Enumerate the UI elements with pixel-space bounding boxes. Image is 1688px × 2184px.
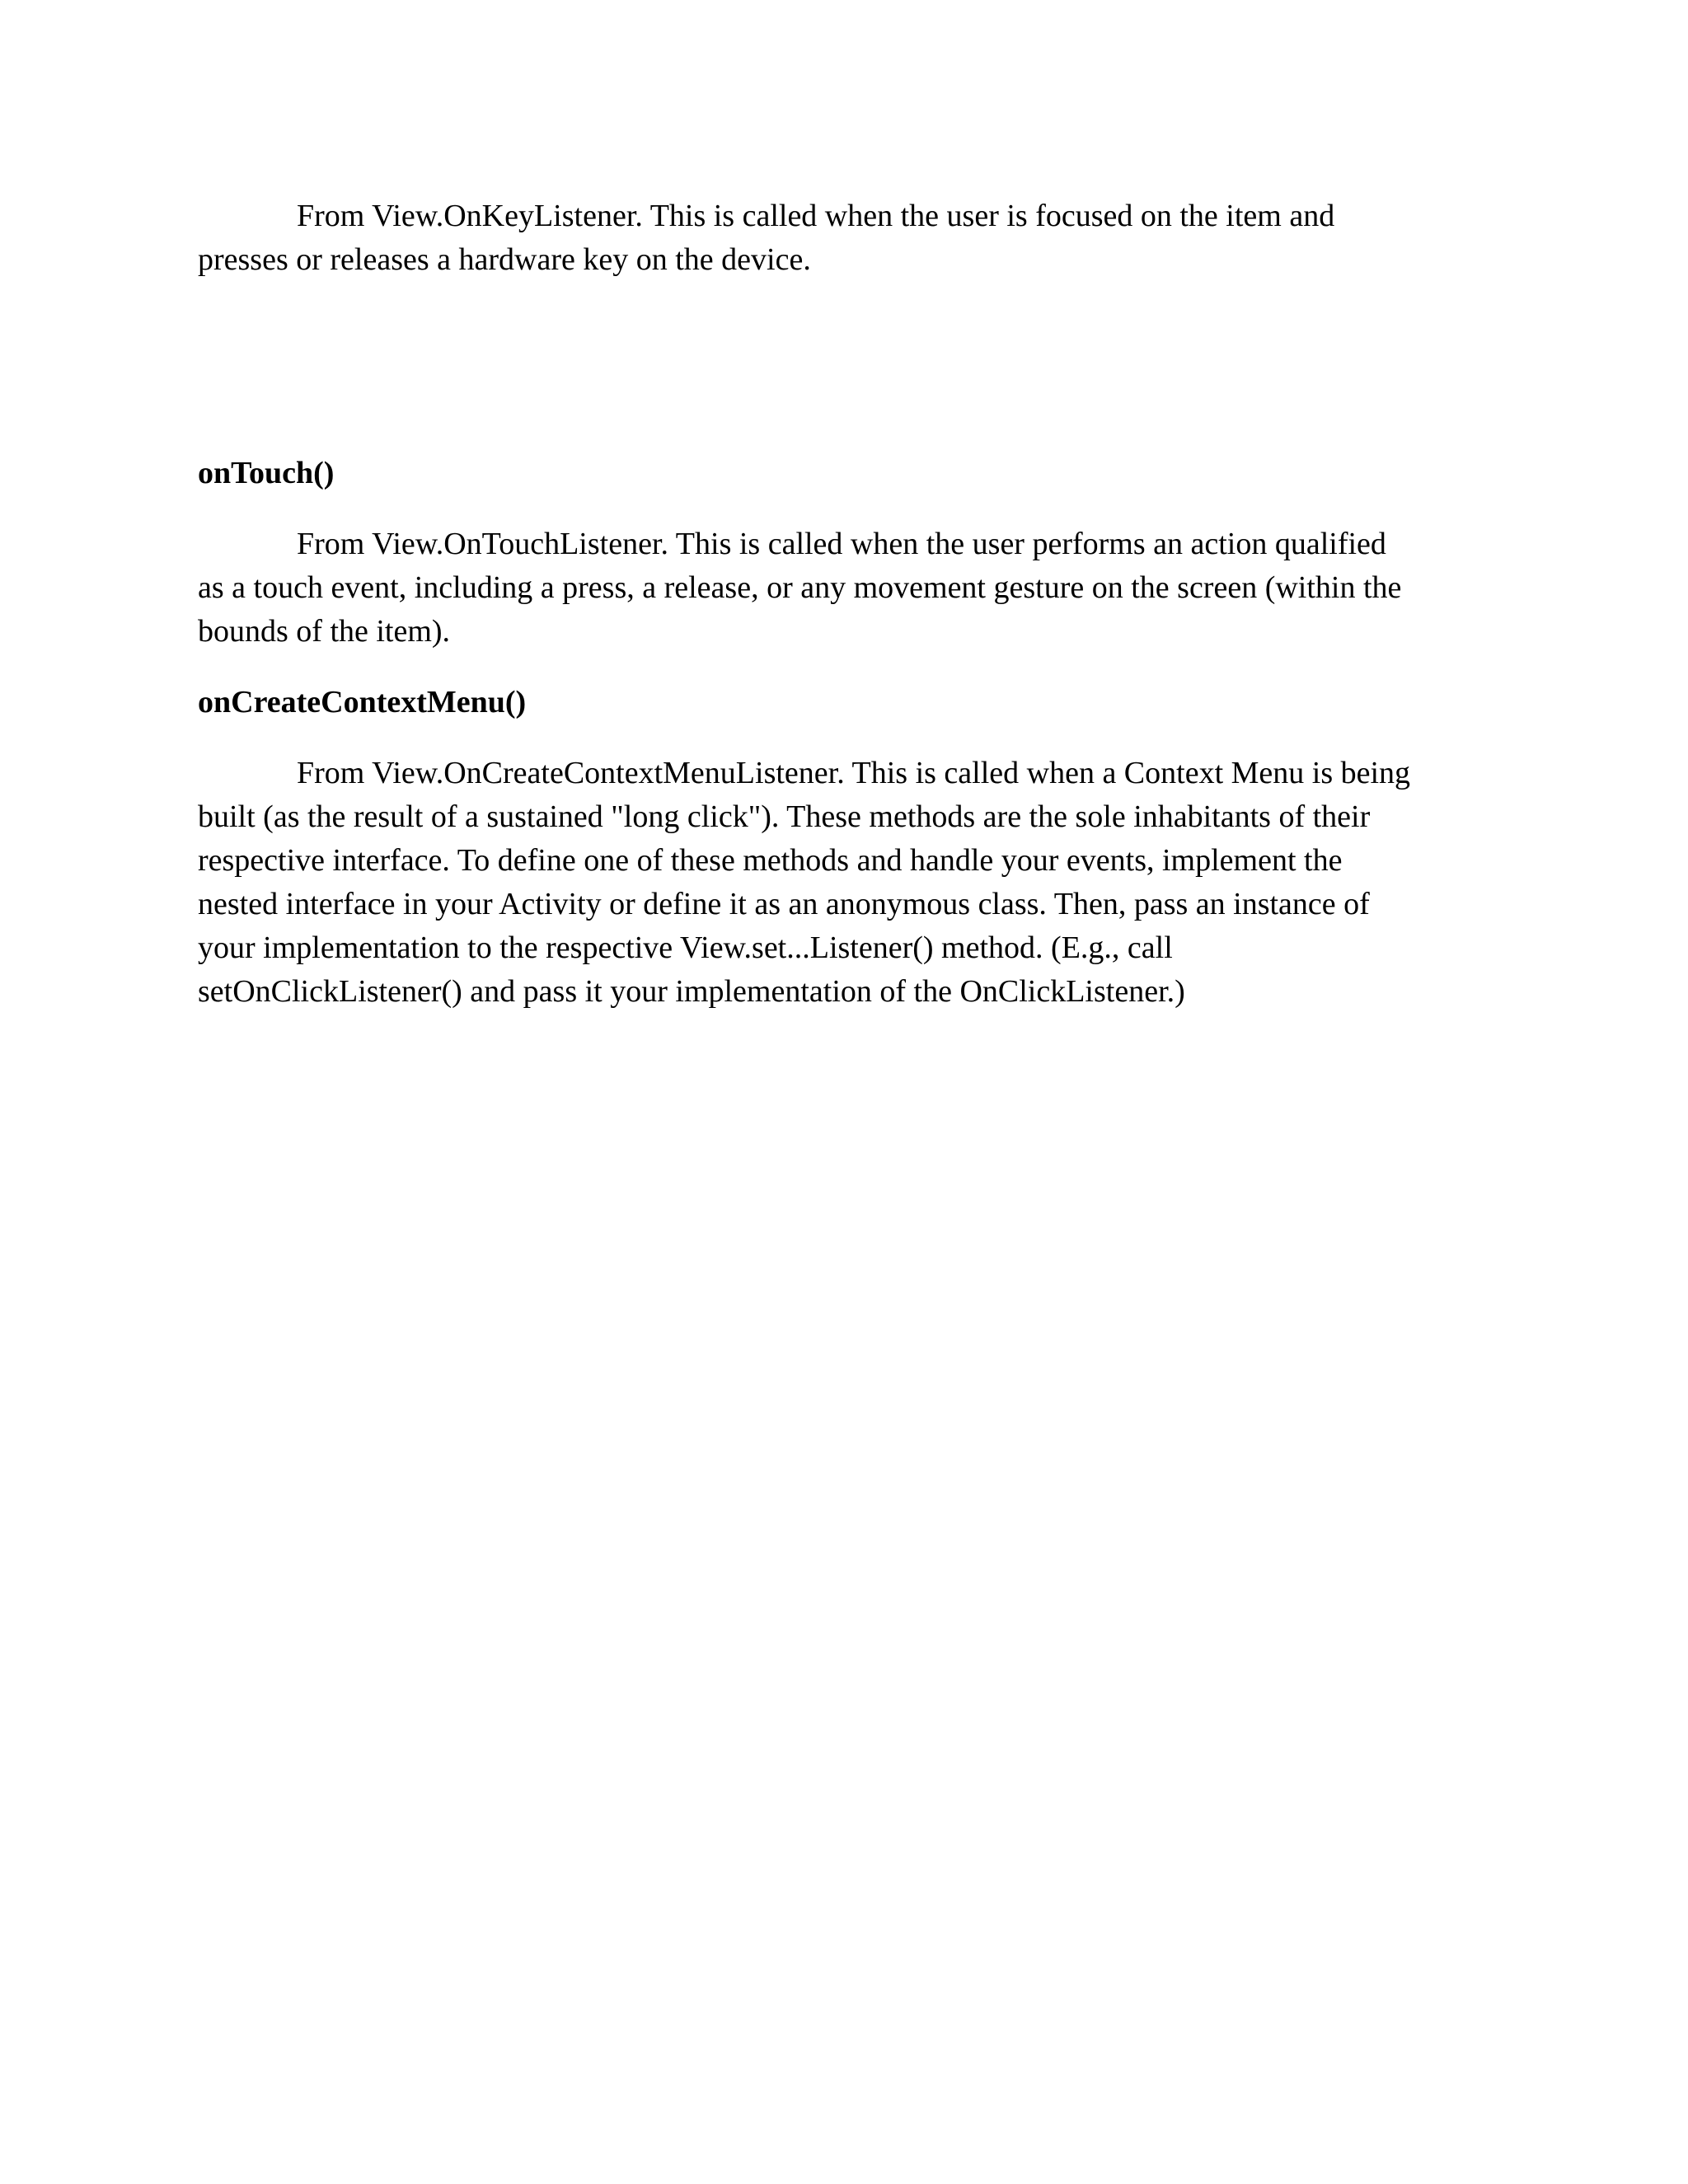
oncreatecontextmenu-description-paragraph [198,752,1517,1014]
paragraph-line: built (as the result of a sustained "long click"). These methods are the sole inhabitants of their [198,799,1371,834]
document-page [198,0,1517,2184]
paragraph-line: From View.OnCreateContextMenuListener. This is called when a Context Menu is being [297,756,1411,790]
ontouch-description-paragraph [198,523,1517,654]
paragraph-line: bounds of the item). [198,614,451,649]
paragraph-line: presses or releases a hardware key on the device. [198,242,811,277]
paragraph-line: as a touch event, including a press, a release, or any movement gesture on the screen (within the [198,570,1402,605]
paragraph-line: From View.OnTouchListener. This is called when the user performs an action qualified [297,527,1386,561]
ontouch-heading: onTouch() [198,456,335,490]
paragraph-line: From View.OnKeyListener. This is called when the user is focused on the item and [297,199,1335,233]
paragraph-line: setOnClickListener() and pass it your implementation of the OnClickListener.) [198,974,1185,1009]
oncreatecontextmenu-heading: onCreateContextMenu() [198,685,527,719]
paragraph-line: respective interface. To define one of these methods and handle your events, implement the [198,843,1343,878]
paragraph-line: nested interface in your Activity or define it as an anonymous class. Then, pass an instance of [198,887,1370,921]
onkey-description-paragraph [198,194,1517,282]
paragraph-line: your implementation to the respective View.set...Listener() method. (E.g., call [198,930,1173,965]
